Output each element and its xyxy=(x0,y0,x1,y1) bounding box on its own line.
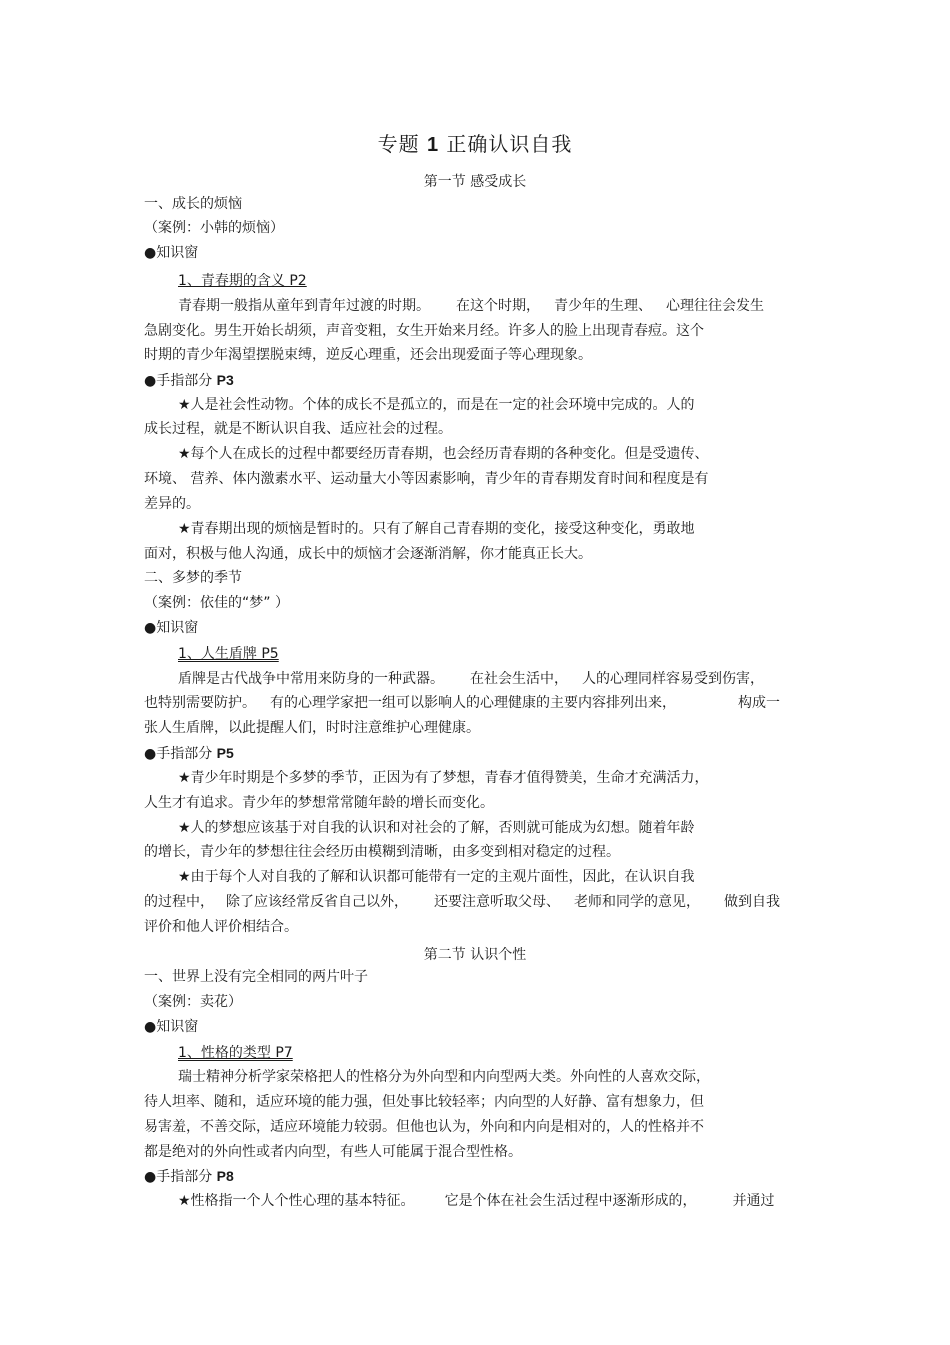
paragraph-line: 差异的。 xyxy=(144,496,200,512)
paragraph-line: 也特别需要防护。 有的心理学家把一组可以影响人的心理健康的主要内容排列出来， 构成一 xyxy=(144,695,780,711)
knowledge-window-label: ●知识窗 xyxy=(144,620,199,636)
heading-dream-season: 二、多梦的季节 xyxy=(144,570,242,586)
paragraph-line: 都是绝对的外向性或者内向型，有些人可能属于混合型性格。 xyxy=(144,1144,522,1160)
hand-section-label: ●手指部分 P3 xyxy=(144,372,234,389)
paragraph-line: 评价和他人评价相结合。 xyxy=(144,919,298,935)
star-point: ★人是社会性动物。个体的成长不是孤立的，而是在一定的社会环境中完成的。人的 xyxy=(178,397,695,413)
paragraph-line: 瑞士精神分析学家荣格把人的性格分为外向型和内向型两大类。外向性的人喜欢交际， xyxy=(178,1069,710,1085)
paragraph-line: 待人坦率、随和，适应环境的能力强，但处事比较轻率；内向型的人好静、富有想象力，但 xyxy=(144,1094,704,1110)
paragraph-line: 环境、 营养、体内激素水平、运动量大小等因素影响，青少年的青春期发育时间和程度是有 xyxy=(144,471,709,487)
subheading-life-shield: 1、人生盾牌 P5 xyxy=(178,646,279,662)
paragraph-line: 易害羞，不善交际，适应环境能力较弱。但他也认为，外向和内向是相对的，人的性格并不 xyxy=(144,1119,704,1135)
subheading-personality-types: 1、性格的类型 P7 xyxy=(178,1045,293,1061)
paragraph-line: 急剧变化。男生开始长胡须，声音变粗，女生开始来月经。许多人的脸上出现青春痘。这个 xyxy=(144,323,704,339)
paragraph-line: 成长过程，就是不断认识自我、适应社会的过程。 xyxy=(144,421,452,437)
star-point: ★由于每个人对自我的了解和认识都可能带有一定的主观片面性，因此，在认识自我 xyxy=(178,869,695,885)
star-point: ★性格指一个人个性心理的基本特征。 它是个体在社会生活过程中逐渐形成的， 并通过 xyxy=(178,1193,775,1209)
heading-growth-troubles: 一、成长的烦恼 xyxy=(144,196,242,212)
paragraph-line: 盾牌是古代战争中常用来防身的一种武器。 在社会生活中， 人的心理同样容易受到伤害， xyxy=(178,671,764,687)
knowledge-window-label: ●知识窗 xyxy=(144,1019,199,1035)
star-point: ★青少年时期是个多梦的季节，正因为有了梦想，青春才值得赞美，生命才充满活力， xyxy=(178,770,709,786)
section-heading-1: 第一节 感受成长 xyxy=(423,174,527,190)
paragraph-line: 人生才有追求。青少年的梦想常常随年龄的增长而变化。 xyxy=(144,795,494,811)
knowledge-window-label: ●知识窗 xyxy=(144,245,199,261)
title-text: 正确认识自我 xyxy=(446,132,573,156)
hand-section-label: ●手指部分 P8 xyxy=(144,1168,234,1185)
subheading-adolescence: 1、青春期的含义 P2 xyxy=(178,273,307,289)
title-number: 1 xyxy=(426,134,440,156)
title-prefix: 专题 xyxy=(377,132,420,156)
paragraph-line: 的过程中， 除了应该经常反省自己以外， 还要注意听取父母、 老师和同学的意见， 做到自我 xyxy=(144,894,780,910)
heading-no-identical-leaves: 一、世界上没有完全相同的两片叶子 xyxy=(144,969,368,985)
case-label: （案例：小韩的烦恼） xyxy=(144,220,284,236)
star-point: ★青春期出现的烦恼是暂时的。只有了解自己青春期的变化，接受这种变化，勇敢地 xyxy=(178,521,695,537)
star-point: ★人的梦想应该基于对自我的认识和对社会的了解，否则就可能成为幻想。随着年龄 xyxy=(178,820,695,836)
case-label: （案例：卖花） xyxy=(144,994,242,1010)
page-title xyxy=(0,128,950,157)
paragraph-line: 面对，积极与他人沟通，成长中的烦恼才会逐渐消解，你才能真正长大。 xyxy=(144,546,592,562)
paragraph-line: 张人生盾牌，以此提醒人们，时时注意维护心理健康。 xyxy=(144,720,480,736)
paragraph-line: 的增长，青少年的梦想往往会经历由模糊到清晰，由多变到相对稳定的过程。 xyxy=(144,844,620,860)
section-heading-2: 第二节 认识个性 xyxy=(423,947,527,963)
star-point: ★每个人在成长的过程中都要经历青春期，也会经历青春期的各种变化。但是受遗传、 xyxy=(178,446,709,462)
hand-section-label: ●手指部分 P5 xyxy=(144,745,234,762)
case-label: （案例：依佳的“梦” ） xyxy=(144,595,289,611)
paragraph-line: 青春期一般指从童年到青年过渡的时期。 在这个时期， 青少年的生理、 心理往往会发生 xyxy=(178,298,764,314)
paragraph-line: 时期的青少年渴望摆脱束缚，逆反心理重，还会出现爱面子等心理现象。 xyxy=(144,347,592,363)
